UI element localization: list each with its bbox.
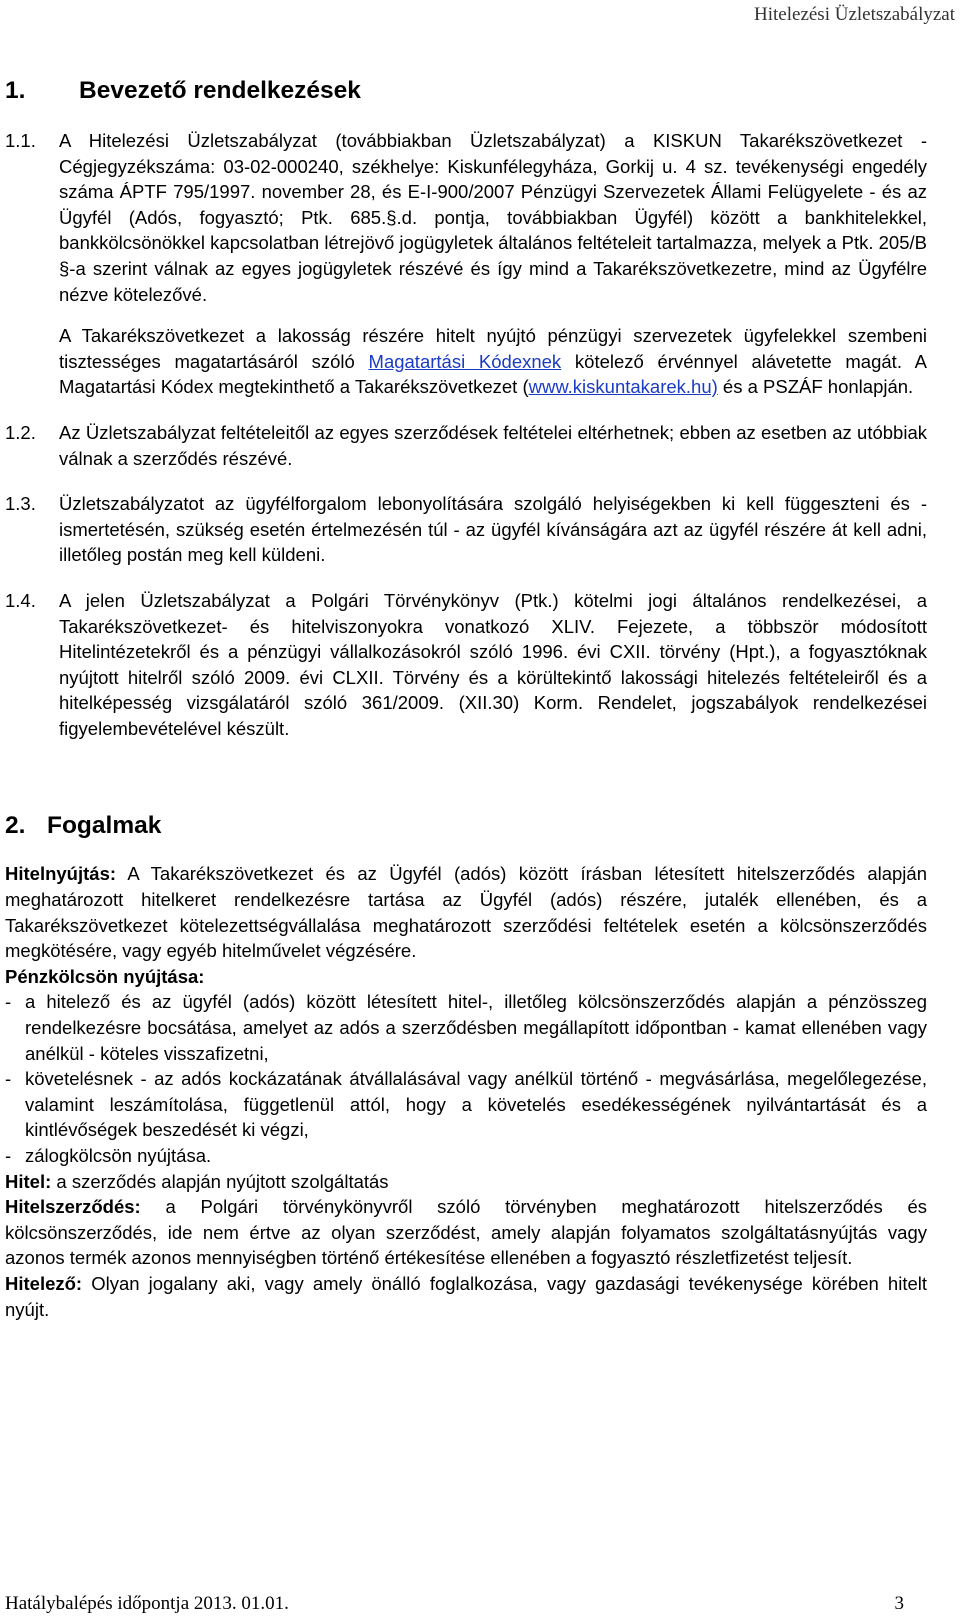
section-2-heading bbox=[5, 809, 927, 843]
definition-text: A Takarékszövetkezet és az Ügyfél (adós) között írásban létesített hitelszerződés alapján meghatározott hitelkeret rendelkezésre tartása az Ügyfél (adós) részére, jutalék ellenében, és a Takarékszövetkezet kötelezettségvállalása meghatározott szerződési feltételek esetén a kölcsönszerződés megkötésére, vagy egyéb hitelművelet végzésére. bbox=[5, 863, 927, 962]
list-item-text: zálogkölcsön nyújtása. bbox=[25, 1145, 212, 1166]
paragraph-number: 1.3. bbox=[5, 493, 36, 515]
list-item-text: követelésnek - az adós kockázatának átvállalásával vagy anélkül történő - megvásárlása, megelőlegezése, valamint leszámítolása, függetlenül attól, hogy a követelés esedékességének nyilvántartását és a kintlévőségek beszedését ki végzi, bbox=[25, 1068, 927, 1141]
website-link[interactable]: www.kiskuntakarek.hu) bbox=[528, 376, 718, 398]
paragraph-number: 1.2. bbox=[5, 421, 36, 443]
list-item bbox=[5, 1143, 927, 1169]
definition-text: a szerződés alapján nyújtott szolgáltatás bbox=[51, 1170, 389, 1192]
section-title: Fogalmak bbox=[47, 812, 162, 840]
paragraph-1-2 bbox=[5, 420, 927, 471]
paragraph-number: 1.1. bbox=[5, 130, 36, 151]
list-item bbox=[5, 989, 927, 1066]
definition-term: Hitelező: bbox=[5, 1272, 83, 1294]
paragraph-text-part: kötelező érvénnyel alávetette magát. A Magatartási Kódex megtekinthető a Takarékszövetkezet ( bbox=[59, 350, 927, 398]
definition-hitel bbox=[5, 1169, 927, 1195]
page-number: 3 bbox=[894, 1593, 904, 1614]
section-number: 2. bbox=[5, 812, 26, 840]
paragraph-text: Az Üzletszabályzat feltételeitől az egyes szerződések feltételei eltérhetnek; ebben az esetben az utóbbiak válnak a szerződés részévé. bbox=[59, 421, 927, 469]
paragraph-1-1 bbox=[5, 128, 927, 307]
paragraph-1-3 bbox=[5, 491, 927, 568]
dash-marker: - bbox=[5, 991, 12, 1013]
definition-term: Pénzkölcsön nyújtása: bbox=[5, 965, 205, 987]
section-title: Bevezető rendelkezések bbox=[79, 77, 361, 104]
definition-term: Hitelnyújtás: bbox=[5, 863, 117, 885]
document-body bbox=[5, 72, 927, 1322]
paragraph-number: 1.4. bbox=[5, 589, 36, 611]
list-item bbox=[5, 1066, 927, 1143]
code-of-conduct-paragraph bbox=[59, 323, 927, 400]
effective-date: Hatálybalépés időpontja 2013. 01.01. bbox=[5, 1593, 289, 1614]
definition-hitelnyujtas bbox=[5, 861, 927, 963]
definition-term: Hitelszerződés: bbox=[5, 1196, 141, 1218]
list-item-text: a hitelező és az ügyfél (adós) között létesített hitel-, illetőleg kölcsönszerződés alapján a pénzösszeg rendelkezésre bocsátása, amelyet az adós a szerződésben megállapított időpontban - kamat ellenében vagy anélkül - köteles visszafizetni, bbox=[25, 991, 927, 1064]
dash-marker: - bbox=[5, 1145, 12, 1166]
definition-text: a Polgári törvénykönyvről szóló törvényben meghatározott hitelszerződés és kölcsönszerződés, ide nem értve az olyan szerződést, amely alapján folyamatos szolgáltatásnyújtás vagy azonos termék azonos mennyiségben történő értékesítése ellenében a fogyasztó részletfizetést teljesít. bbox=[5, 1196, 927, 1269]
definition-text: Olyan jogalany aki, vagy amely önálló foglalkozása, vagy gazdasági tevékenysége körében hitelt nyújt. bbox=[5, 1272, 927, 1320]
definition-hitelezo bbox=[5, 1271, 927, 1322]
paragraph-text-part: A Takarékszövetkezet a lakosság részére hitelt nyújtó pénzügyi szervezetek ügyfelekkel szembeni tisztességes magatartásáról szóló bbox=[59, 325, 927, 372]
running-header: Hitelezési Üzletszabályzat bbox=[754, 4, 955, 25]
definition-penzkolcson bbox=[5, 964, 927, 990]
paragraph-text: A jelen Üzletszabályzat a Polgári Törvénykönyv (Ptk.) kötelmi jogi általános rendelkezései, a Takarékszövetkezet- és hitelviszonyokra vonatkozó XLIV. Fejezete, a többször módosított Hitelintézetekről és a pénzügyi vállalkozásokról szóló 1996. évi CXII. törvény (Hpt.), a fogyasztóknak nyújtott hitelről szóló 2009. évi CLXII. Törvény és a körültekintő lakossági hitelezés feltételeiről és a hitelképesség vizsgálatáról szóló 361/2009. (XII.30) Korm. Rendelet, jogszabályok rendelkezései figyelembevételével készült. bbox=[59, 589, 927, 739]
section-1-heading bbox=[5, 74, 927, 108]
code-of-conduct-link[interactable]: Magatartási Kódexnek bbox=[368, 350, 562, 372]
definition-term: Hitel: bbox=[5, 1170, 52, 1192]
paragraph-1-4 bbox=[5, 588, 927, 742]
paragraph-text-part: és a PSZÁF honlapján. bbox=[717, 376, 914, 398]
definition-hitelszerzodes bbox=[5, 1194, 927, 1271]
paragraph-text: A Hitelezési Üzletszabályzat (továbbiakban Üzletszabályzat) a KISKUN Takarékszövetkezet - Cégjegyzékszáma: 03-02-000240, székhelye: Kiskunfélegyháza, Gorkij u. 4 sz. tevékenységi engedély száma ÁPTF 795/1997. november 28, és E-I-900/2007 Pénzügyi Szervezetek Állami Felügyelete - és az Ügyfél (Adós, fogyasztó; Ptk. 685.§.d. pontja, továbbiakban Ügyfél) között a bankhitelekkel, bankkölcsönökkel kapcsolatban létrejövő jogügyletek általános feltételeit tartalmazza, melyek a Ptk. 205/B §-a szerint válnak az egyes jogügyletek részévé és így mind a Takarékszövetkezetre, mind az Ügyfélre nézve kötelezővé. bbox=[59, 130, 927, 305]
section-number: 1. bbox=[5, 77, 26, 104]
paragraph-text: Üzletszabályzatot az ügyfélforgalom lebonyolítására szolgáló helyiségekben ki kell függeszteni és - ismertetésén, szükség esetén értelmezésén túl - az ügyfél kívánságára azt az ügyfél részére át kell adni, illetőleg postán meg kell küldeni. bbox=[59, 493, 927, 566]
dash-marker: - bbox=[5, 1068, 12, 1090]
